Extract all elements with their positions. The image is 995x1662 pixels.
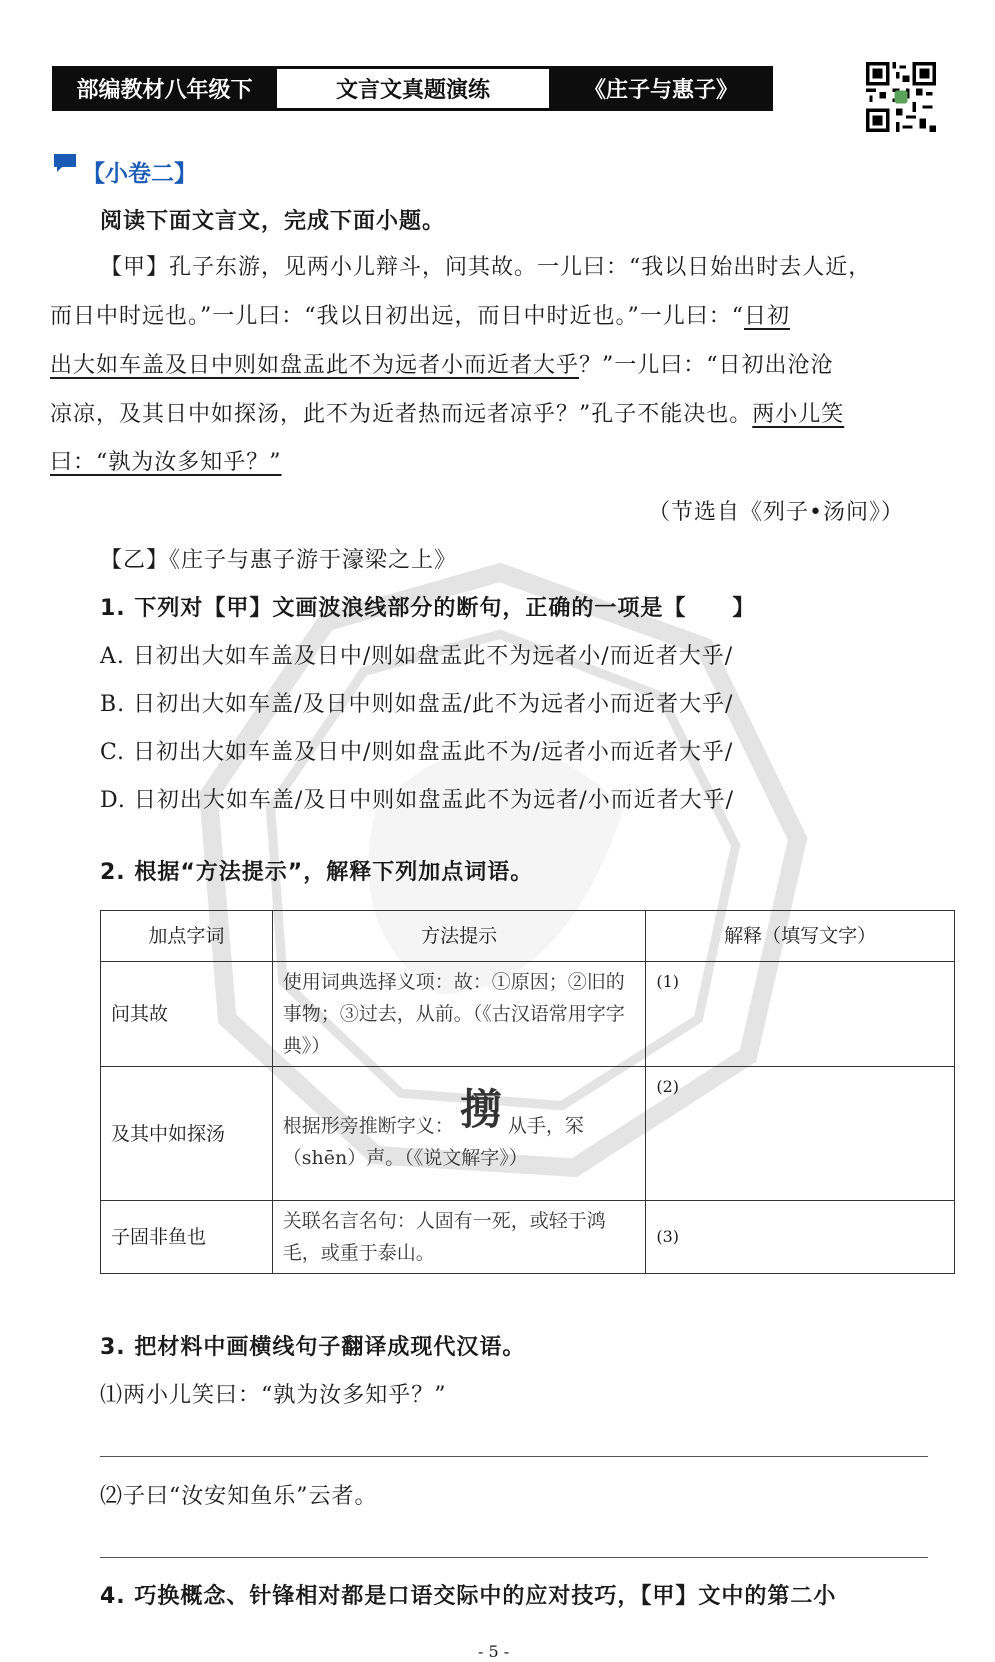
q1-stem: 1. 下列对【甲】文画波浪线部分的断句，正确的一项是【 】 [100,596,756,621]
answer-field-2[interactable]: (2) [646,1067,955,1201]
section-title: 【小卷二】 [82,161,197,187]
passage-source: （节选自《列子•汤问》） [648,500,904,525]
q1-option-c[interactable]: C. 日初出大如车盖及日中/则如盘盂此不为/远者小而近者大乎/ [100,740,734,765]
passage-jia-line1: 【甲】孔子东游，见两小儿辩斗，问其故。一儿曰：“我以日始出时去人近， [100,255,872,280]
table-hint: 根据形旁推断字义： 㨵 从手，罙（shēn）声。（《说文解字》） [272,1067,646,1201]
underlined-phrase: 出大如车盖及日中则如盘盂此不为远者小而近者大乎 [50,353,580,378]
header-topic: 文言文真题演练 [277,66,549,111]
q3-item2: ⑵子曰“汝安知鱼乐”云者。 [100,1484,378,1509]
table-word: 子固非鱼也 [101,1201,273,1274]
qr-code-icon[interactable] [866,62,936,132]
underlined-phrase: 两小儿笑 [752,402,845,427]
table-header: 解释（填写文字） [646,911,955,962]
q2-table [100,910,955,1274]
table-word: 及其中如探汤 [101,1067,273,1201]
q1-option-d[interactable]: D. 日初出大如车盖/及日中则如盘盂此不为远者/小而近者大乎/ [100,788,735,813]
passage-jia-line2: 而日中时远也。”一儿曰：“我以日初出远，而日中时近也。”一儿曰：“日初 [50,304,791,329]
passage-jia-line5: 曰：“孰为汝多知乎？” [50,450,282,475]
table-hint: 使用词典选择义项：故：①原因；②旧的事物；③过去，从前。（《古汉语常用字字典》） [272,962,646,1067]
table-word: 问其故 [101,962,273,1067]
q2-stem: 2. 根据“方法提示”，解释下列加点词语。 [100,860,534,885]
table-row [101,1201,955,1274]
q3-stem: 3. 把材料中画横线句子翻译成现代汉语。 [100,1335,526,1360]
q4-stem: 4. 巧换概念、针锋相对都是口语交际中的应对技巧，【甲】文中的第二小 [100,1584,837,1609]
header-title: 《庄子与惠子》 [549,66,773,111]
passage-jia-line4: 凉凉，及其日中如探汤，此不为近者热而远者凉乎？”孔子不能决也。两小儿笑 [50,402,845,427]
chat-bubble-icon [52,152,78,174]
answer-field-3[interactable]: (3) [646,1201,955,1274]
table-header: 加点字词 [101,911,273,962]
answer-line-1[interactable] [100,1456,928,1457]
header-grade: 部编教材八年级下 [52,66,277,111]
table-hint: 关联名言名句：人固有一死，或轻于鸿毛，或重于泰山。 [272,1201,646,1274]
table-row [101,1067,955,1201]
q3-item1: ⑴两小儿笑曰：“孰为汝多知乎？” [100,1383,447,1408]
table-header: 方法提示 [272,911,646,962]
passage-yi-title: 【乙】《庄子与惠子游于濠梁之上》 [100,548,458,573]
instruction: 阅读下面文言文，完成下面小题。 [100,209,446,234]
table-header-row [101,911,955,962]
underlined-phrase: 日初 [744,304,791,329]
q1-option-b[interactable]: B. 日初出大如车盖/及日中则如盘盂/此不为远者小而近者大乎/ [100,692,734,717]
passage-jia-line3: 出大如车盖及日中则如盘盂此不为远者小而近者大乎？”一儿曰：“日初出沧沧 [50,353,834,378]
answer-line-2[interactable] [100,1557,928,1558]
seal-script-glyph: 㨵 [459,1084,502,1134]
page-number: - 5 - [478,1642,510,1661]
table-row [101,962,955,1067]
answer-field-1[interactable]: (1) [646,962,955,1067]
q1-option-a[interactable]: A. 日初出大如车盖及日中/则如盘盂此不为远者小/而近者大乎/ [100,644,734,669]
